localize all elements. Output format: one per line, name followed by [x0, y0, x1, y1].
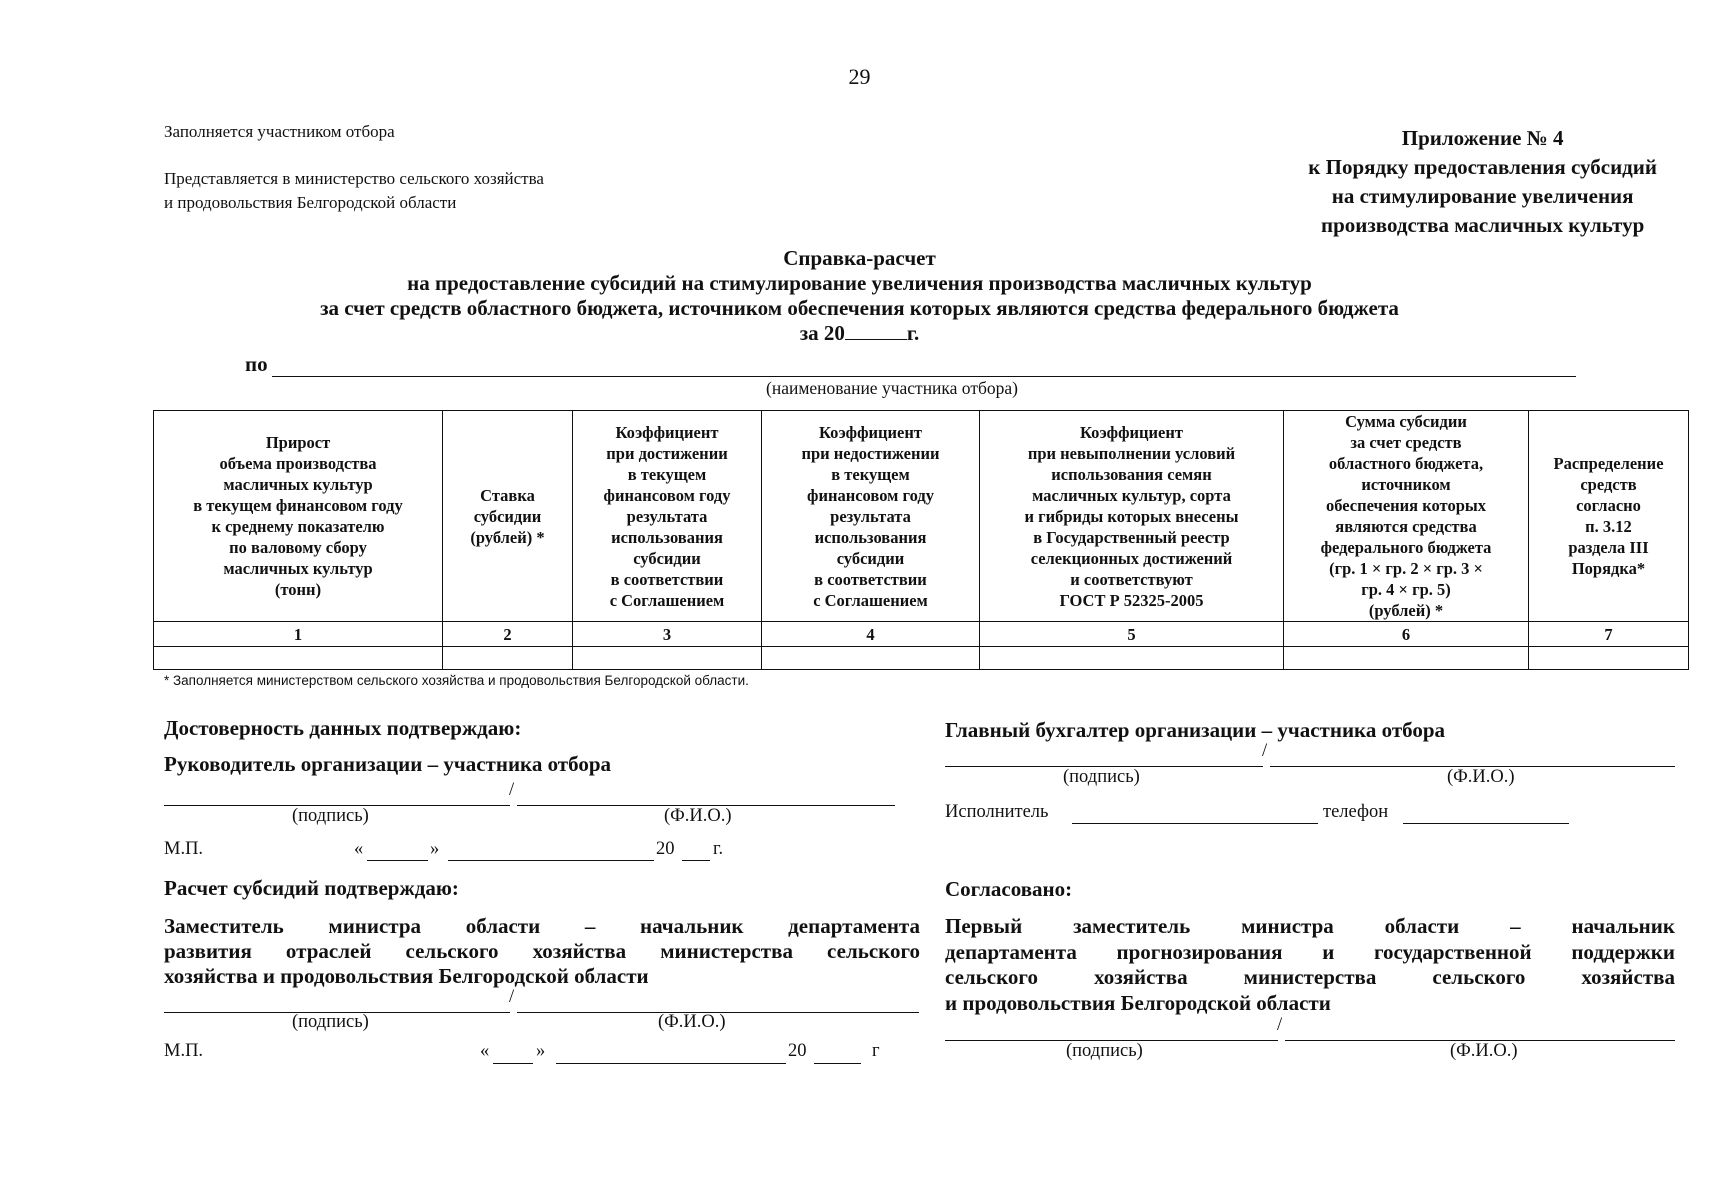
header-line: в Государственный реестр: [1033, 527, 1230, 547]
data-cell[interactable]: [980, 647, 1284, 670]
header-line: Ставка: [480, 485, 535, 505]
header-line: использования: [611, 527, 723, 547]
header-cell-subsidy-sum: [1284, 411, 1529, 622]
header-line: Порядка*: [1571, 559, 1646, 578]
deputy-line3: хозяйства и продовольствия Белгородской области: [164, 964, 649, 988]
header-line: и соответствуют: [1070, 569, 1193, 589]
date-day-field[interactable]: [367, 860, 428, 861]
header-line: Распределение: [1553, 454, 1664, 473]
header-line: в текущем финансовом году: [193, 496, 403, 515]
header-line: (рублей) *: [470, 527, 545, 547]
accountant-slash: /: [1262, 741, 1268, 761]
mp-label: М.П.: [164, 839, 204, 859]
accountant-signature-caption: (подпись): [1063, 767, 1140, 787]
date2-year-suffix: г: [872, 1041, 880, 1061]
date-year-prefix: 20: [656, 839, 675, 859]
executor-field[interactable]: [1072, 823, 1318, 824]
column-number: 7: [1529, 622, 1689, 647]
data-cell[interactable]: [443, 647, 573, 670]
document-title: [0, 246, 1719, 346]
deputy-line1: Заместитель министра области – начальник департамента: [164, 914, 920, 938]
participant-name-field[interactable]: [272, 376, 1576, 377]
chief-accountant-heading: Главный бухгалтер организации – участника отбора: [945, 718, 1446, 742]
header-line: при недостижении: [801, 443, 940, 463]
header-line: (тонн): [274, 580, 322, 599]
header-line: масличных культур: [223, 559, 373, 578]
header-line: Прирост: [265, 433, 331, 452]
title-line1: Справка-расчет: [783, 246, 936, 270]
header-cell-coef-seeds: [980, 411, 1284, 622]
date-quote-open: «: [354, 839, 364, 859]
header-line: источником: [1361, 475, 1451, 494]
header-line: результата: [626, 506, 708, 526]
header-line: в соответствии: [610, 569, 724, 589]
header-line: к среднему показателю: [211, 517, 385, 536]
header-line: обеспечения которых: [1325, 496, 1486, 515]
header-line: Сумма субсидии: [1345, 412, 1467, 431]
data-cell[interactable]: [1529, 647, 1689, 670]
appendix-line1: Приложение № 4: [1401, 126, 1564, 150]
header-line: масличных культур: [223, 475, 373, 494]
first-deputy-line2: департамента прогнозирования и государственной поддержки: [945, 939, 1675, 964]
first-deputy-line4: и продовольствия Белгородской области: [945, 990, 1331, 1015]
header-line: субсидии: [473, 506, 542, 526]
date2-year-field[interactable]: [814, 1063, 861, 1064]
agreed-heading: Согласовано:: [945, 877, 1073, 901]
title-line3: за счет средств областного бюджета, источником обеспечения которых являются средства федерального бюджета: [320, 296, 1399, 320]
first-deputy-line3: сельского хозяйства министерства сельского хозяйства: [945, 965, 1675, 989]
table-header-row: [154, 411, 1689, 622]
data-cell[interactable]: [573, 647, 762, 670]
first-deputy-fio-caption: (Ф.И.О.): [1450, 1041, 1518, 1061]
footnote: * Заполняется министерством сельского хозяйства и продовольствия Белгородской области.: [164, 673, 749, 688]
po-label: по: [245, 352, 268, 376]
mp-label-2: М.П.: [164, 1041, 204, 1061]
participant-caption: (наименование участника отбора): [766, 378, 1018, 398]
deputy-signature-caption: (подпись): [292, 1012, 369, 1032]
executor-label: Исполнитель: [945, 802, 1049, 822]
header-line: и гибриды которых внесены: [1024, 506, 1239, 526]
date2-month-field[interactable]: [556, 1063, 786, 1064]
header-line: использования семян: [1051, 464, 1212, 484]
column-number: 4: [762, 622, 980, 647]
header-line: Коэффициент: [819, 422, 922, 442]
appendix-line4: производства масличных культур: [1320, 213, 1645, 237]
data-cell[interactable]: [1284, 647, 1529, 670]
accountant-fio-caption: (Ф.И.О.): [1447, 767, 1515, 787]
header-line: в текущем: [627, 464, 707, 484]
table-number-row: [154, 622, 1689, 647]
header-cell-coef-achieve: [573, 411, 762, 622]
header-line: с Соглашением: [813, 590, 928, 610]
header-line: объема производства: [219, 454, 377, 473]
date2-quote-open: «: [480, 1041, 490, 1061]
title-line4: [0, 321, 1719, 346]
date-year-suffix: г.: [713, 839, 724, 859]
header-line: областного бюджета,: [1328, 454, 1484, 473]
header-line: ГОСТ Р 52325-2005: [1059, 590, 1204, 610]
column-number: 3: [573, 622, 762, 647]
data-cell[interactable]: [154, 647, 443, 670]
title-line2: на предоставление субсидий на стимулирование увеличения производства масличных культур: [407, 271, 1312, 295]
deputy-slash: /: [509, 987, 515, 1007]
table-data-row: [154, 647, 1689, 670]
appendix-line2: к Порядку предоставления субсидий: [1308, 155, 1657, 179]
date2-quote-close: »: [536, 1041, 546, 1061]
header-line: гр. 4 × гр. 5): [1361, 580, 1451, 599]
column-number: 6: [1284, 622, 1529, 647]
date-month-field[interactable]: [448, 860, 654, 861]
header-line: использования: [814, 527, 927, 547]
deputy-fio-caption: (Ф.И.О.): [658, 1012, 726, 1032]
header-line: п. 3.12: [1585, 517, 1632, 536]
header-cell-growth: [154, 411, 443, 622]
column-number: 5: [980, 622, 1284, 647]
head-fio-caption: (Ф.И.О.): [664, 806, 732, 826]
column-number: 2: [443, 622, 573, 647]
head-title: Руководитель организации – участника отбора: [164, 752, 612, 776]
header-line: за счет средств: [1350, 433, 1462, 452]
header-cell-coef-fail: [762, 411, 980, 622]
header-cell-rate: [443, 411, 573, 622]
date2-year-prefix: 20: [788, 1041, 807, 1061]
header-line: (рублей) *: [1368, 601, 1444, 620]
header-line: (гр. 1 × гр. 2 × гр. 3 ×: [1329, 559, 1483, 578]
submitted-note-line1: Представляется в министерство сельского хозяйства: [164, 169, 544, 188]
year-field[interactable]: [845, 321, 907, 340]
header-line: при невыполнении условий: [1027, 443, 1236, 463]
header-line: в соответствии: [814, 569, 927, 589]
header-line: федерального бюджета: [1320, 538, 1492, 557]
first-deputy-title: [945, 914, 1675, 1016]
head-signature-caption: (подпись): [292, 806, 369, 826]
header-line: результата: [830, 506, 911, 526]
header-line: в текущем: [831, 464, 910, 484]
head-slash: /: [509, 780, 515, 800]
header-line: Коэффициент: [1080, 422, 1183, 442]
phone-label: телефон: [1323, 802, 1389, 822]
header-line: масличных культур, сорта: [1032, 485, 1231, 505]
confirm-data-heading: Достоверность данных подтверждаю:: [164, 716, 522, 740]
appendix-block: [1308, 124, 1657, 240]
page-number: 29: [848, 64, 871, 89]
filled-by-note: Заполняется участником отбора: [164, 122, 395, 141]
first-deputy-slash: /: [1277, 1015, 1283, 1035]
header-line: селекционных достижений: [1030, 548, 1233, 568]
data-cell[interactable]: [762, 647, 980, 670]
header-line: при достижении: [606, 443, 728, 463]
first-deputy-line1: Первый заместитель министра области – начальник: [945, 914, 1675, 938]
header-cell-distribution: [1529, 411, 1689, 622]
column-number: 1: [154, 622, 443, 647]
year-suffix: г.: [906, 321, 920, 345]
calc-confirm-heading: Расчет субсидий подтверждаю:: [164, 876, 459, 900]
header-line: субсидии: [633, 548, 701, 568]
header-line: являются средства: [1335, 517, 1477, 536]
header-line: согласно: [1576, 496, 1641, 515]
header-line: субсидии: [836, 548, 905, 568]
date2-day-field[interactable]: [493, 1063, 533, 1064]
header-line: средств: [1580, 475, 1637, 494]
header-line: финансовом году: [807, 485, 934, 505]
header-line: по валовому сбору: [229, 538, 367, 557]
phone-field[interactable]: [1403, 823, 1569, 824]
header-line: с Соглашением: [609, 590, 725, 610]
first-deputy-signature-caption: (подпись): [1066, 1041, 1143, 1061]
appendix-line3: на стимулирование увеличения: [1331, 184, 1634, 208]
header-line: раздела III: [1568, 538, 1649, 557]
deputy-line2: развития отраслей сельского хозяйства министерства сельского: [164, 939, 920, 963]
deputy-title: [164, 914, 920, 989]
header-line: финансовом году: [603, 485, 731, 505]
calculation-table: [153, 410, 1689, 670]
date-quote-close: »: [430, 839, 440, 859]
submitted-note-line2: и продовольствия Белгородской области: [164, 193, 457, 212]
date-year-field[interactable]: [682, 860, 710, 861]
header-line: Коэффициент: [615, 422, 719, 442]
year-prefix: за 20: [799, 321, 845, 345]
